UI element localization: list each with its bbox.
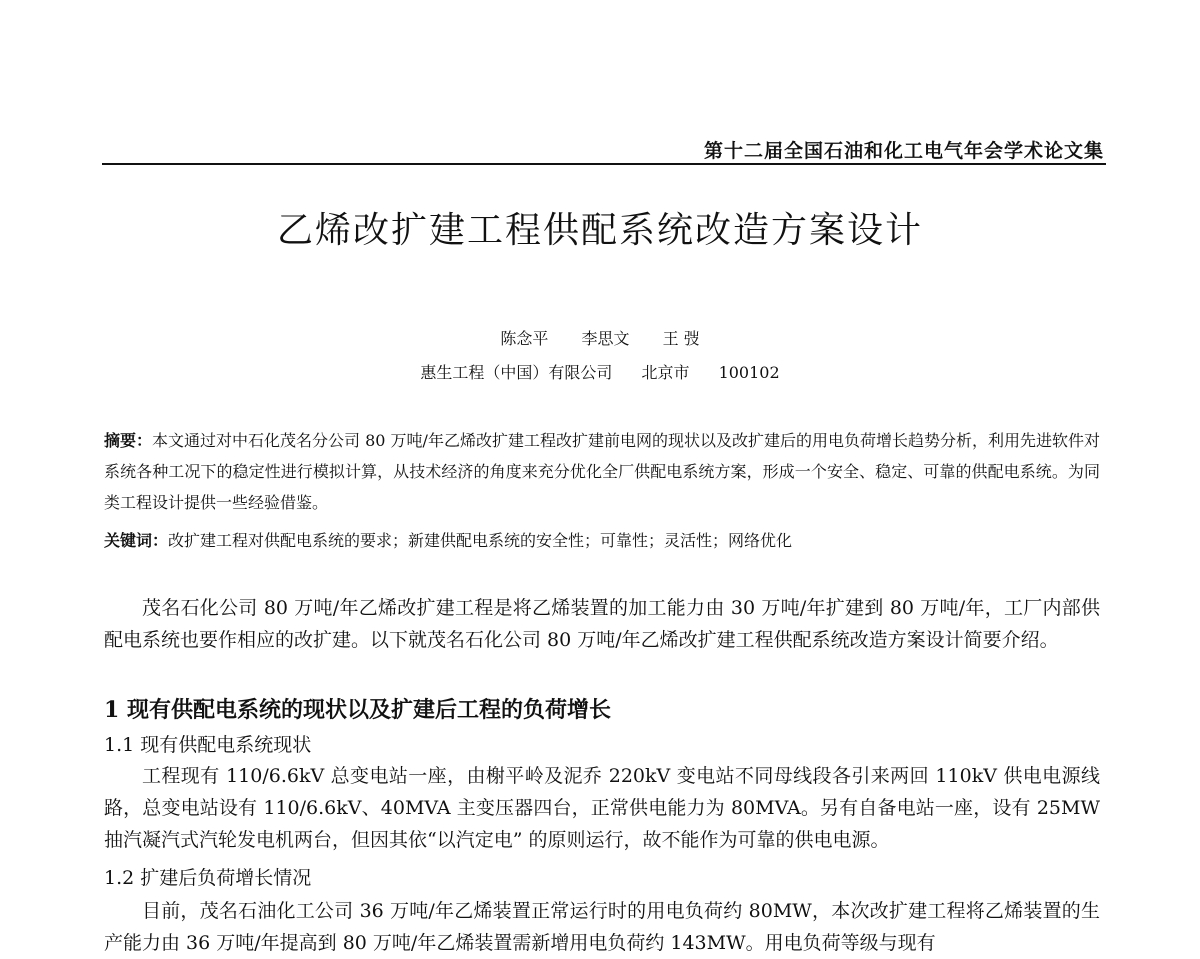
affiliation-postcode: 100102: [718, 363, 780, 382]
subsection-paragraph: 工程现有 110/6.6kV 总变电站一座，由榭平岭及泥乔 220kV 变电站不同母线段各引来两回 110kV 供电电源线路，总变电站设有 110/6.6kV、40MVA 主变压器四台，正常供电能力为 80MVA。另有自备电站一座，设有 25MW 抽汽凝汽式汽轮发电机两台，但因其依“以汽定电” 的原则运行，故不能作为可靠的供电电源。: [104, 765, 1100, 851]
subsection-paragraph: 目前，茂名石油化工公司 36 万吨/年乙烯装置正常运行时的用电负荷约 80MW，本次改扩建工程将乙烯装置的生产能力由 36 万吨/年提高到 80 万吨/年乙烯装置需新增用电负荷约 143MW。用电负荷等级与现有: [104, 900, 1100, 954]
author-name: 李思文: [581, 329, 630, 348]
author-name: 王 弢: [662, 329, 700, 348]
intro-paragraph: 茂名石化公司 80 万吨/年乙烯改扩建工程是将乙烯装置的加工能力由 30 万吨/年扩建到 80 万吨/年，工厂内部供配电系统也要作相应的改扩建。以下就茂名石化公司 80 万吨/年乙烯改扩建工程供配系统改造方案设计简要介绍。: [104, 597, 1100, 651]
author-name: 陈念平: [500, 329, 549, 348]
keywords: [104, 527, 1100, 555]
header-rule: [102, 163, 1106, 165]
keywords-label: 关键词：: [104, 531, 169, 550]
abstract-text: 本文通过对中石化茂名分公司 80 万吨/年乙烯改扩建工程改扩建前电网的现状以及改扩建后的用电负荷增长趋势分析，利用先进软件对系统各种工况下的稳定性进行模拟计算，从技术经济的角度来充分优化全厂供配电系统方案，形成一个安全、稳定、可靠的供配电系统。为同类工程设计提供一些经验借鉴。: [104, 431, 1100, 512]
affiliation: [0, 360, 1200, 383]
subsection-heading: 1.2 扩建后负荷增长情况: [104, 867, 312, 889]
keywords-text: 改扩建工程对供配电系统的要求；新建供配电系统的安全性；可靠性；灵活性；网络优化: [168, 531, 793, 550]
paper-title: 乙烯改扩建工程供配系统改造方案设计: [276, 210, 923, 251]
affiliation-city: 北京市: [641, 363, 690, 382]
author-list: [0, 326, 1200, 349]
section-heading: 1 现有供配电系统的现状以及扩建后工程的负荷增长: [104, 697, 611, 723]
affiliation-company: 惠生工程（中国）有限公司: [420, 363, 613, 382]
abstract: [104, 425, 1100, 518]
running-header: 第十二届全国石油和化工电气年会学术论文集: [703, 140, 1104, 162]
subsection-heading: 1.1 现有供配电系统现状: [104, 734, 312, 756]
abstract-label: 摘要：: [104, 431, 153, 450]
